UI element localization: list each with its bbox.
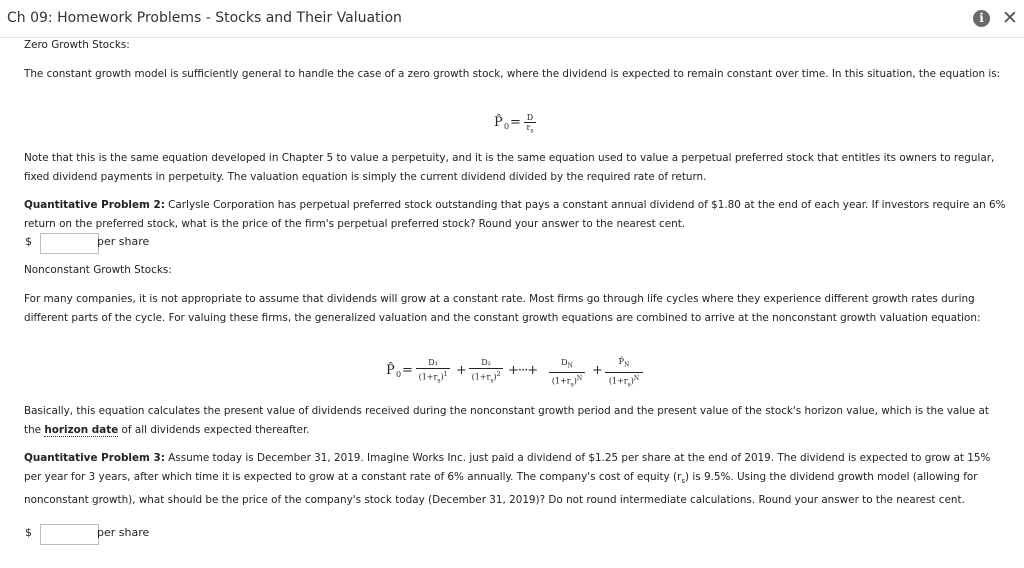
title-bar: [0, 0, 1024, 38]
eq-den-r: r: [526, 123, 531, 132]
eq2-term3-den-base: (1+r: [551, 376, 571, 386]
nonconstant-intro: For many companies, it is not appropriate to assume that dividends will grow at a constant rate. Most firms go through life cycles where they experience different growth rates during different parts of the cycle. For valuing these firms, the generalized valuation and the constant growth equations are combined to arrive at the nonconstant growth valuation equation:: [24, 293, 981, 324]
eq2-term1-den: [416, 369, 450, 387]
eq-den-sub: s: [530, 127, 534, 135]
eq2-term3-num-base: D: [561, 358, 568, 367]
eq-lhs: P̂: [494, 115, 503, 130]
info-icon[interactable]: i: [973, 10, 990, 27]
eq2-dots: +···+: [508, 363, 538, 378]
eq2-term1-den-base: (1+r: [418, 372, 438, 382]
eq2-term3-den: [549, 373, 585, 391]
eq2-term3-den-sub: s: [570, 380, 574, 388]
problem3-unit: per share: [97, 526, 150, 539]
eq2-term2-num: D₂: [469, 358, 503, 369]
eq2-plus1: +: [456, 363, 467, 378]
problem3-answer-input[interactable]: [40, 524, 99, 545]
eq-numerator: D: [524, 113, 536, 123]
eq2-term3-num-sub: N: [567, 362, 573, 370]
close-icon[interactable]: ✕: [1002, 7, 1018, 29]
eq2-term2-den-exp: 2: [496, 371, 501, 378]
eq2-term4-den-sub: s: [627, 380, 631, 388]
problem2-currency: $: [25, 235, 32, 248]
eq2-term2-den-base: (1+r: [471, 372, 491, 382]
eq2-lhs-sub: 0: [396, 370, 402, 379]
eq2-term1-num: D₁: [416, 358, 450, 369]
problem2-text: [24, 196, 1009, 234]
zero-growth-equation: [494, 112, 554, 140]
nonconstant-equation: [386, 356, 656, 392]
problem2-label: Quantitative Problem 2:: [24, 199, 165, 211]
eq2-term2-den: [469, 369, 503, 387]
eq2-term2-den-close: ): [493, 372, 497, 382]
eq2-term4-den: [605, 373, 643, 391]
problem2-unit: per share: [97, 235, 150, 248]
eq2-plus2: +: [592, 363, 603, 378]
explain-part-b: of all dividends expected thereafter.: [118, 424, 310, 436]
eq2-term4-num-sub: N: [624, 361, 630, 369]
eq2-term4-den-close: ): [630, 376, 634, 386]
problem3-currency: $: [25, 526, 32, 539]
problem2-answer-input[interactable]: [40, 233, 99, 254]
problem3-text: [24, 449, 1009, 510]
zero-growth-note: Note that this is the same equation developed in Chapter 5 to value a perpetuity, and it is the same equation used to value a perpetual preferred stock that entitles its owners to regular, fixed dividend payments in perpetuity. The valuation equation is simply the current dividend divided by the required rate of return.: [24, 152, 995, 183]
zero-growth-intro: The constant growth model is sufficiently general to handle the case of a zero growth stock, where the dividend is expected to remain constant over time. In this situation, the equation is:: [24, 68, 1001, 80]
eq2-term3: [549, 358, 585, 391]
eq2-term1: [416, 358, 450, 387]
eq2-term4-num-base: P̂: [618, 357, 625, 366]
eq2-term4: [605, 356, 643, 391]
problem3-label: Quantitative Problem 3:: [24, 452, 165, 464]
eq2-term3-den-close: ): [573, 376, 577, 386]
nonconstant-heading: Nonconstant Growth Stocks:: [24, 264, 172, 276]
eq2-term3-num: [549, 358, 585, 373]
zero-growth-heading: Zero Growth Stocks:: [24, 39, 130, 51]
window-title: Ch 09: Homework Problems - Stocks and Their Valuation: [7, 10, 402, 26]
eq2-lhs: P̂: [386, 363, 395, 378]
eq2-term4-num: [605, 356, 643, 373]
eq2-term4-den-base: (1+r: [608, 376, 628, 386]
eq2-term4-den-exp: N: [633, 374, 640, 382]
problem3-body-a: Assume today is December 31, 2019. Imagine Works Inc. just paid a dividend of $1.25 per share at the end of 2019. The dividend is expected to grow at 15% per year for 3 years, after which time it is expected to grow at a constant rate of 6% annually. The company's cost of equity (r: [24, 452, 991, 483]
horizon-date-link[interactable]: horizon date: [44, 424, 119, 436]
explain-part-a: Basically, this equation calculates the present value of dividends received during the nonconstant growth period and the present value of the stock's horizon value, which is the value at the: [24, 405, 989, 436]
nonconstant-explanation: [24, 402, 1009, 440]
eq-lhs-sub: 0: [504, 122, 510, 131]
eq2-term2: [469, 358, 503, 387]
eq2-term1-den-sub: s: [437, 377, 441, 385]
eq2-term1-den-close: ): [440, 372, 444, 382]
problem3-body-b: ) is 9.5%. Using the dividend growth model (allowing for nonconstant growth), what should be the price of the company's stock today (December 31, 2019)? Do not round intermediate calculations. Round your answer to the nearest cent.: [24, 471, 978, 507]
problem2-body: Carlysle Corporation has perpetual preferred stock outstanding that pays a constant annual dividend of $1.80 at the end of each year. If investors require an 6% return on the preferred stock, what is the price of the firm's perpetual preferred stock? Round your answer to the nearest cent.: [24, 199, 1006, 230]
eq-denominator: [524, 123, 536, 136]
eq2-term1-den-exp: 1: [443, 371, 448, 378]
problem3-sub: s: [681, 477, 685, 486]
eq2-term2-den-sub: s: [490, 377, 494, 385]
eq2-equals: =: [402, 363, 413, 378]
eq-equals: =: [510, 115, 521, 130]
eq2-term3-den-exp: N: [576, 374, 583, 382]
eq-fraction: [524, 113, 536, 136]
